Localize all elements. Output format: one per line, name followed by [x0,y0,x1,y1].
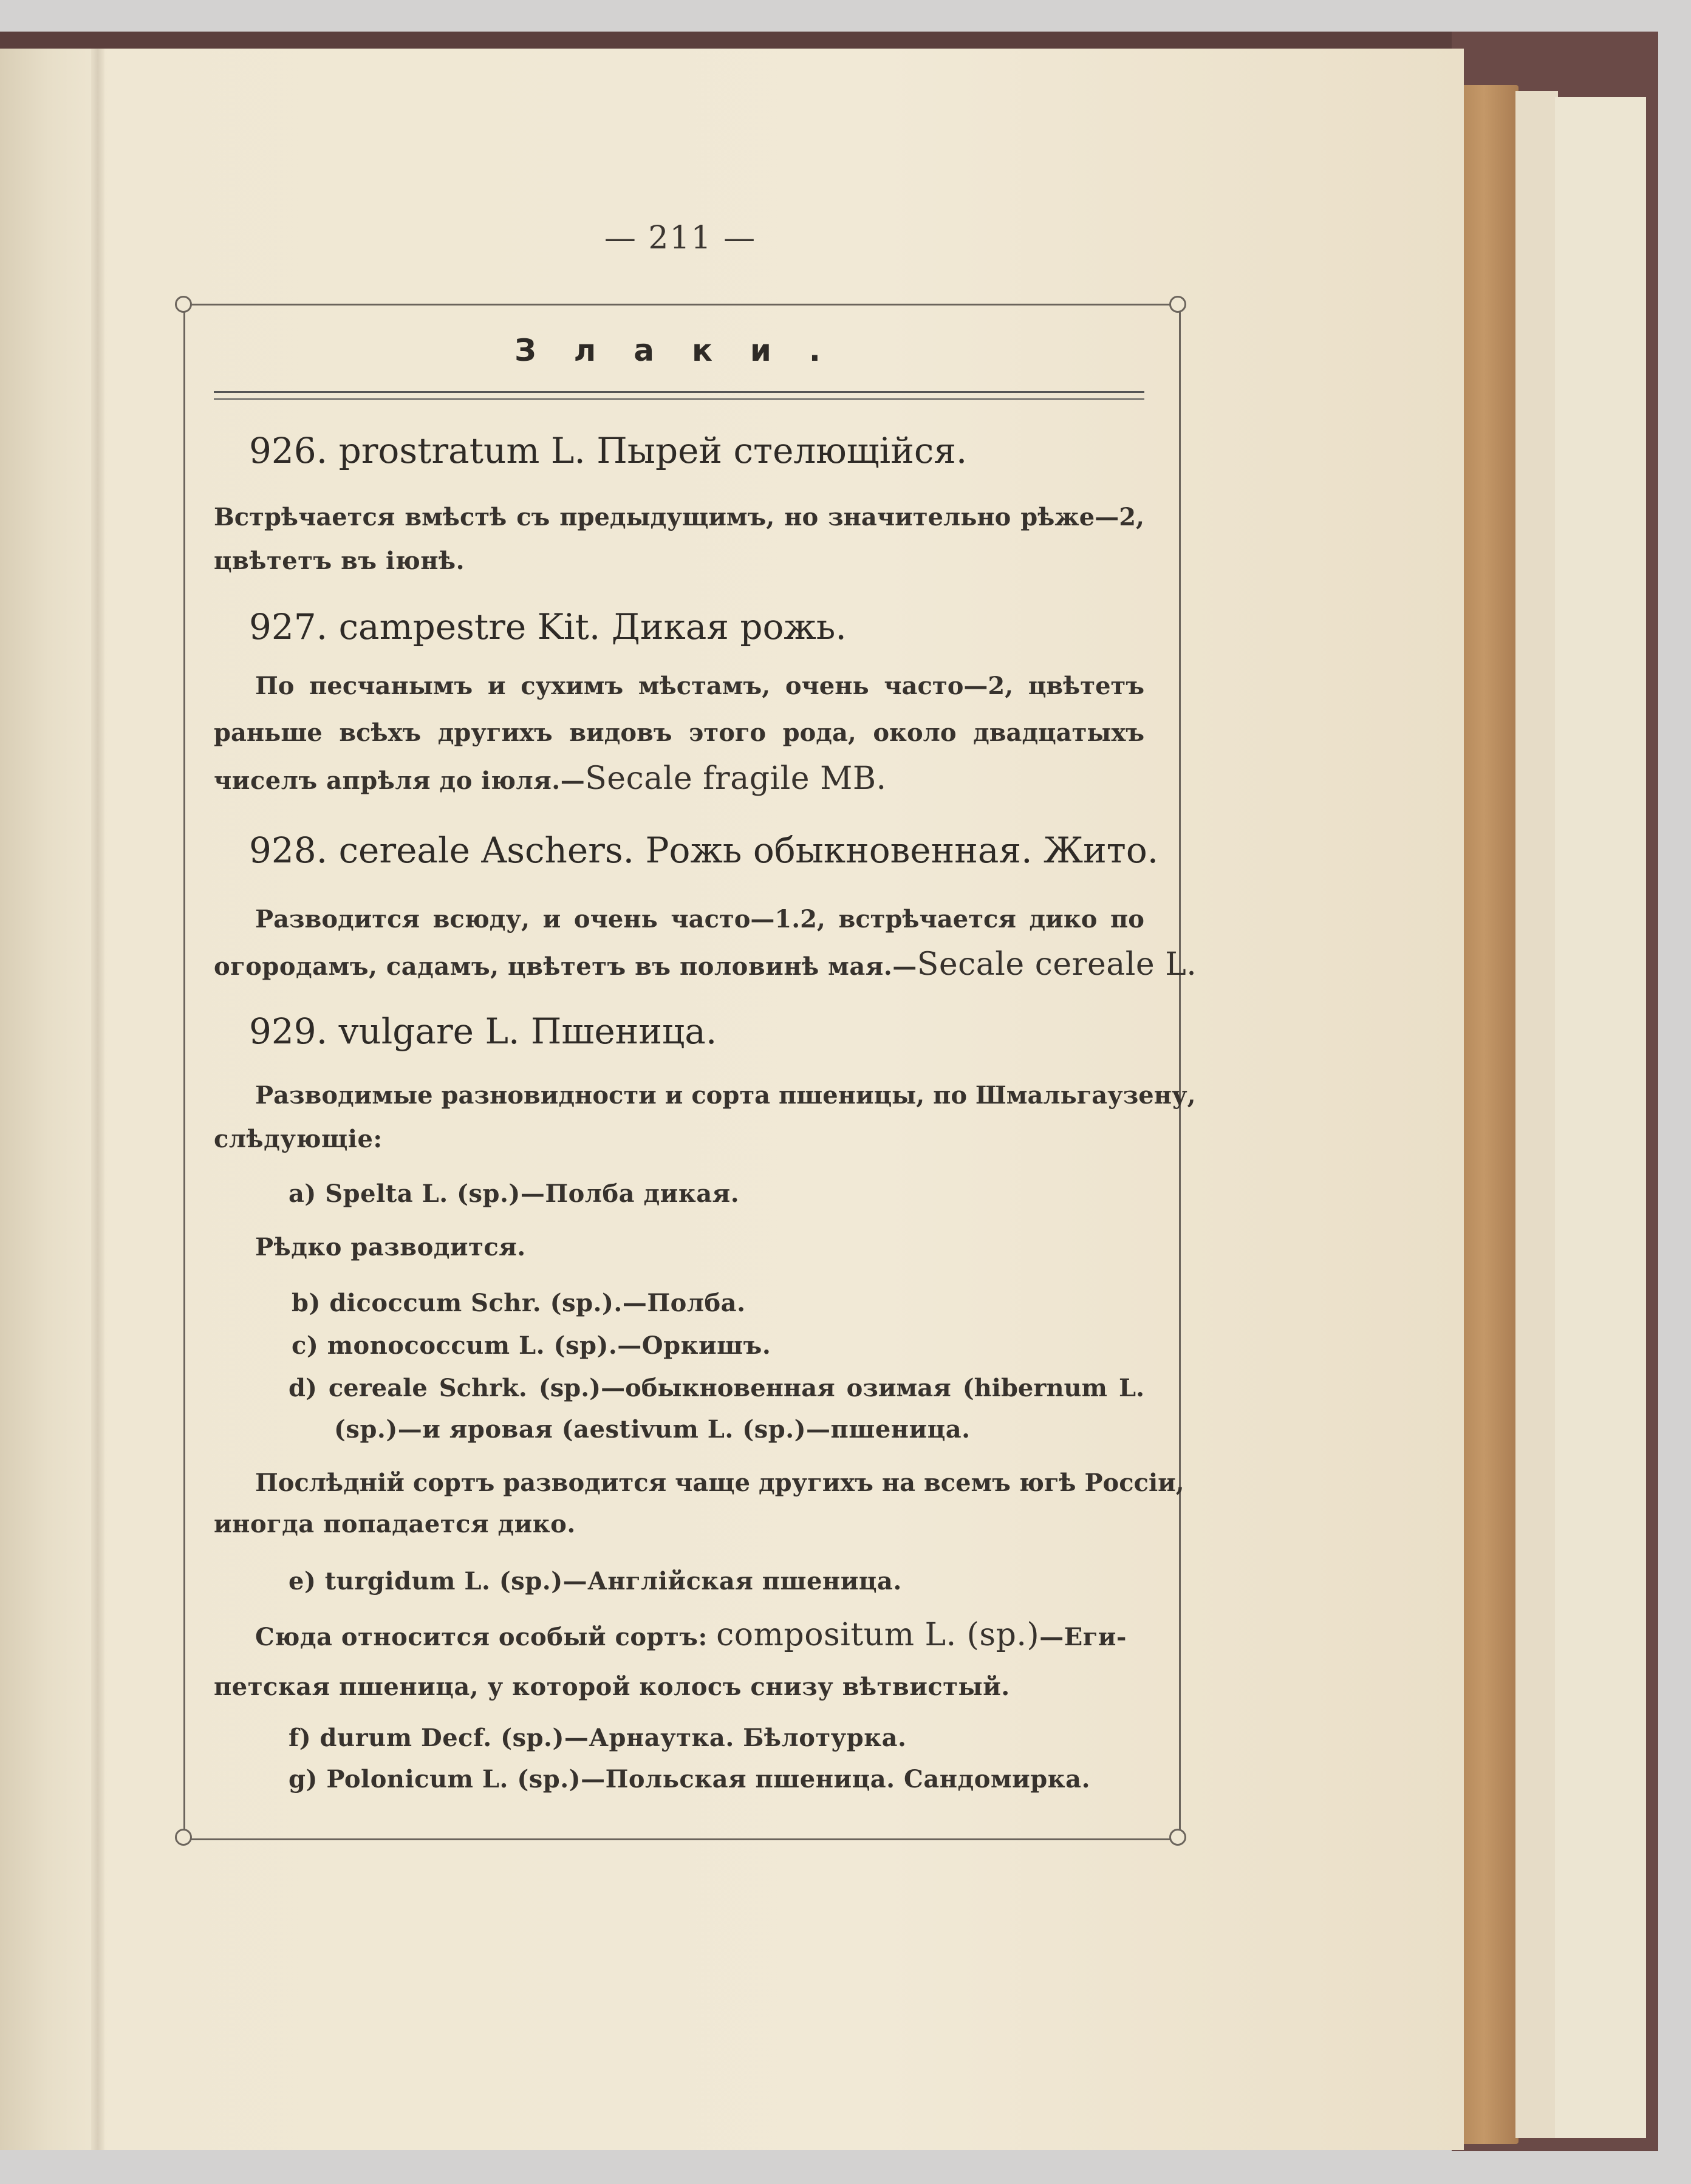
variety-list-item: e) turgidum L. (sp.)—Англійская пшеница. [289,1567,902,1595]
entry-929-text [255,1617,1127,1653]
entry-927-text-part: чиселъ апрѣля до іюля.— [214,766,586,795]
entry-928-text-part: огородамъ, садамъ, цвѣтетъ въ половинѣ мая.— [214,952,917,981]
entry-928-text [214,946,1197,983]
variety-name: compositum L. (sp.) [716,1617,1040,1653]
entry-926-text: Встрѣчается вмѣстѣ съ предыдущимъ, но значительно рѣже—2, [214,503,1144,531]
variety-list-item: a) Spelta L. (sp.)—Полба дикая. [289,1179,740,1208]
entry-928-synonym: Secale cereale L. [917,946,1197,983]
frame-corner-ornament [175,296,192,313]
entry-929-text: Послѣдній сортъ разводится чаще другихъ на всемъ югѣ Россіи, [255,1469,1184,1497]
frame-corner-ornament [1169,296,1186,313]
variety-list-item: (sp.)—и яровая (aestivum L. (sp.)—пшеница. [334,1415,971,1444]
page-number: — 211 — [604,220,757,256]
frame-corner-ornament [1169,1829,1186,1846]
page-edges [1461,85,1518,2144]
entry-929-text: Разводимые разновидности и сорта пшеницы, по Шмальгаузену, [255,1081,1196,1110]
entry-929-title: 929. vulgare L. Пшеница. [249,1011,717,1052]
entry-929-text: иногда попадается дико. [214,1510,576,1538]
entry-929-text: петская пшеница, у которой колосъ снизу вѣтвистый. [214,1673,1010,1701]
entry-928-text: Разводится всюду, и очень часто—1.2, встрѣчается дико по [255,905,1144,933]
entry-927-synonym: Secale fragile MB. [585,760,887,797]
text-frame [183,304,1196,1840]
entry-927-text: раньше всѣхъ другихъ видовъ этого рода, около двадцатыхъ [214,718,1144,747]
entry-929-text-part: —Еги- [1039,1623,1127,1651]
entry-929-text-part: Сюда относится особый сортъ: [255,1623,717,1651]
entry-927-title: 927. campestre Kit. Дикая рожь. [249,606,847,647]
variety-list-item: g) Polonicum L. (sp.)—Польская пшеница. Сандомирка. [289,1765,1090,1793]
entry-928-title: 928. cereale Aschers. Рожь обыкновенная. Жито. [249,830,1159,871]
variety-list-item: f) durum Decf. (sp.)—Арнаутка. Бѣлотурка. [289,1724,907,1752]
entry-929-text: слѣдующіе: [214,1125,383,1153]
heading-rule [214,398,1144,400]
variety-list-item: d) cereale Schrk. (sp.)—обыкновенная озимая (hibernum L. [289,1374,1144,1402]
entry-926-text: цвѣтетъ въ іюнѣ. [214,547,465,575]
page-edges-outer [1555,97,1646,2138]
entry-929-text: Рѣдко разводится. [255,1233,526,1261]
heading-rule [214,391,1144,393]
frame-corner-ornament [175,1829,192,1846]
entry-926-title: 926. prostratum L. Пырей стелющійся. [249,430,968,471]
entry-927-text: По песчанымъ и сухимъ мѣстамъ, очень часто—2, цвѣтетъ [255,672,1144,700]
page-edges-inner [1515,91,1558,2138]
variety-list-item: b) dicoccum Schr. (sp.).—Полба. [292,1289,746,1317]
variety-list-item: c) monococcum L. (sp).—Оркишъ. [292,1331,771,1360]
entry-927-text [214,760,887,797]
page-gutter [91,49,104,2150]
section-heading: Злаки. [514,333,858,368]
